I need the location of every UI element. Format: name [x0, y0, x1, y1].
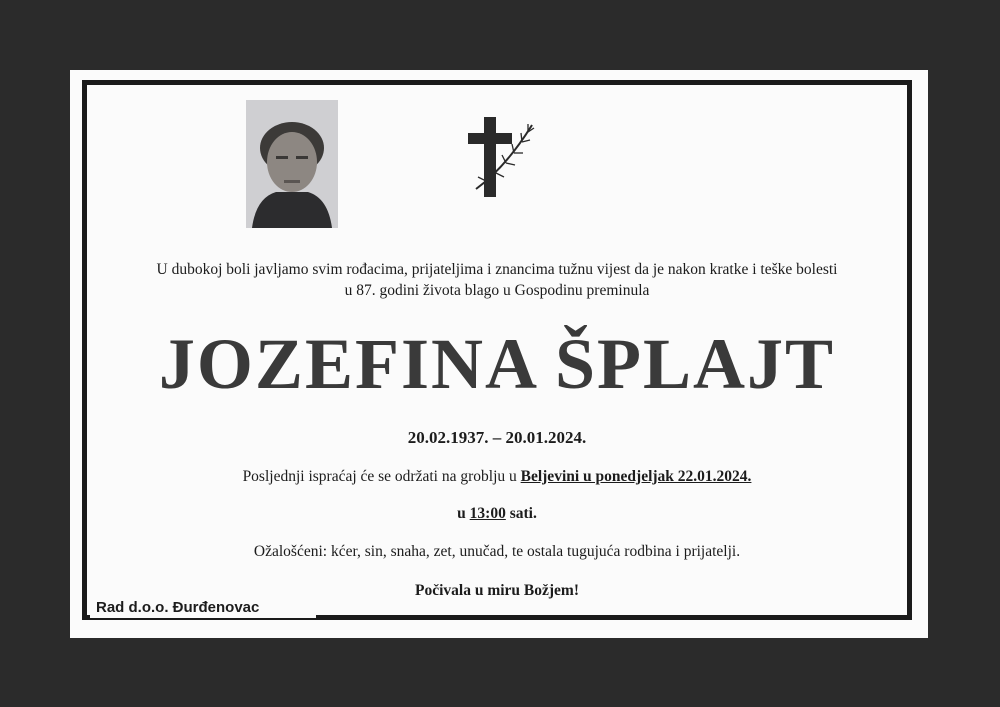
portrait-photo	[246, 100, 338, 228]
life-dates: 20.02.1937. – 20.01.2024.	[407, 428, 587, 447]
intro-line-2: u 87. godini života blago u Gospodinu preminula	[344, 282, 650, 299]
time-suffix: sati.	[509, 505, 537, 522]
time-value: 13:00	[469, 505, 506, 522]
company-label: Rad d.o.o. Đurđenovac	[90, 598, 316, 618]
deceased-name: JOZEFINA ŠPLAJT	[158, 324, 836, 404]
mourners-list: Ožalošćeni: kćer, sin, snaha, zet, unučad, te ostala tugujuća rodbina i prijatelji.	[253, 543, 741, 560]
time-prefix: u	[457, 505, 466, 522]
cross-with-palm-icon	[466, 117, 538, 197]
funeral-prefix: Posljednji ispraćaj će se održati na groblju u	[242, 468, 517, 485]
funeral-time	[82, 505, 912, 523]
intro-line-1: U dubokoj boli javljamo svim rođacima, prijateljima i znancima tužnu vijest da je nakon kratke i teške bolesti	[156, 261, 838, 278]
funeral-info	[82, 468, 912, 486]
intro-text	[82, 259, 912, 301]
farewell-text: Počivala u miru Božjem!	[414, 582, 579, 599]
funeral-place-date: Beljevini u ponedjeljak 22.01.2024.	[520, 468, 752, 485]
